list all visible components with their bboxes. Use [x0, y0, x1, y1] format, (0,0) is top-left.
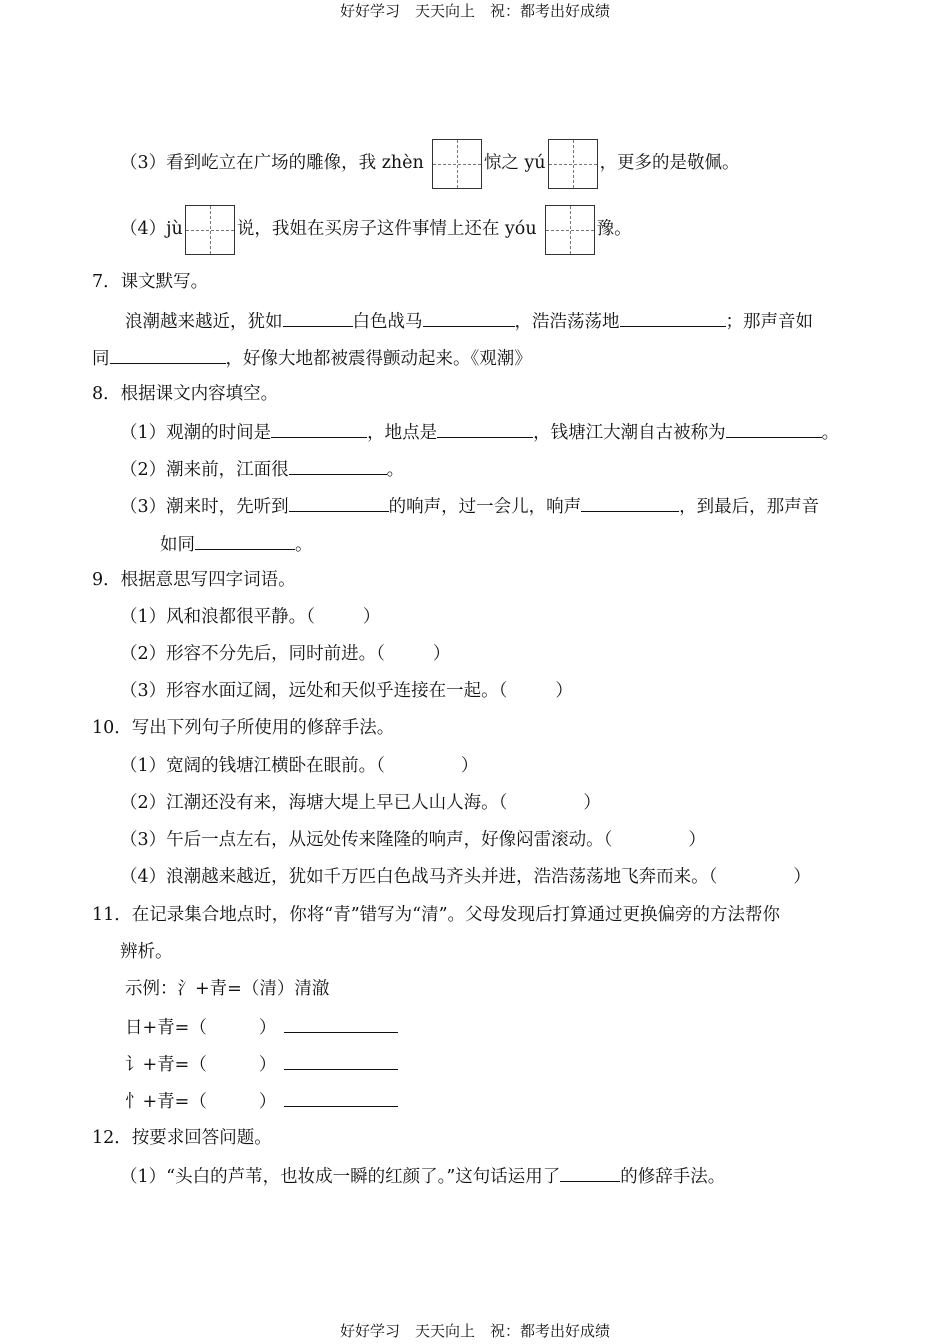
q10-text: （4）浪潮越来越近，犹如千万匹白色战马齐头并进，浩浩荡荡地飞奔而来。（	[120, 867, 718, 887]
q8-title: 8．根据课文内容填空。	[92, 384, 279, 404]
q11-close: ）	[258, 1092, 277, 1112]
answer-blank[interactable]	[620, 308, 726, 327]
q8-text: 。	[821, 423, 840, 443]
q6-item-3	[120, 137, 740, 189]
q8-item-2	[120, 456, 404, 482]
answer-blank[interactable]	[110, 345, 226, 364]
q7-text: 白色战马	[352, 312, 423, 332]
q10-close: ）	[793, 867, 811, 887]
q6-item4-text-b: 说，我姐在买房子这件事情上还在 yóu	[236, 219, 537, 239]
q6-item4-text-c: 豫。	[596, 219, 632, 239]
q8-item-3	[120, 493, 819, 519]
q11-row-1	[125, 1014, 398, 1040]
q7-line-2	[92, 345, 532, 371]
q9-item-3	[120, 679, 573, 703]
q7-text: ，好像大地都被震得颤动起来。《观潮》	[225, 349, 532, 369]
q8-text: 。	[295, 535, 313, 555]
q9-item-2	[120, 642, 450, 666]
q10-item-1	[120, 754, 478, 778]
q12-title: 12．按要求回答问题。	[92, 1128, 272, 1148]
tianzige-box[interactable]	[432, 139, 482, 189]
q6-item4-text-a: （4）jù	[120, 219, 183, 239]
q7-line-1	[125, 308, 813, 334]
q7-text: ；那声音如	[725, 312, 813, 332]
q11-close: ）	[258, 1018, 277, 1038]
q7-text: 浪潮越来越近，犹如	[125, 312, 283, 332]
q9-close: ）	[432, 644, 451, 664]
q10-close: ）	[460, 756, 479, 776]
q10-close: ）	[583, 793, 601, 813]
answer-blank[interactable]	[423, 308, 515, 327]
q11-example: 示例：氵+青=（清）清澈	[125, 979, 330, 999]
q10-text: （1）宽阔的钱塘江横卧在眼前。（	[120, 756, 385, 776]
q7-title: 7．课文默写。	[92, 272, 209, 292]
q9-item-1	[120, 605, 380, 629]
q6-item3-text-a: （3）看到屹立在广场的雕像，我 zhèn	[120, 153, 424, 173]
q8-text: 的响声，过一会儿，响声	[388, 497, 582, 517]
answer-blank[interactable]	[289, 493, 389, 512]
q8-item-3-cont	[160, 531, 313, 557]
answer-blank[interactable]	[195, 531, 295, 550]
answer-blank[interactable]	[283, 308, 353, 327]
q10-text: （2）江潮还没有来，海塘大堤上早已人山人海。（	[120, 793, 508, 813]
tianzige-box[interactable]	[185, 205, 235, 255]
q11-text: 日+青=（	[125, 1018, 207, 1038]
q8-text: ，到最后，那声音	[679, 497, 820, 517]
tianzige-box[interactable]	[545, 205, 595, 255]
answer-blank[interactable]	[726, 419, 822, 438]
q7-text: 同	[92, 349, 110, 369]
q11-text: 讠+青=（	[125, 1055, 207, 1075]
q11-text: 忄+青=（	[125, 1092, 207, 1112]
q9-title: 9．根据意思写四字词语。	[92, 570, 296, 590]
q9-text: （1）风和浪都很平静。（	[120, 607, 315, 627]
q9-text: （3）形容水面辽阔，远处和天似乎连接在一起。（	[120, 681, 508, 701]
q8-text: 如同	[160, 535, 195, 555]
q6-item-4	[120, 203, 632, 255]
q8-item-1	[120, 419, 839, 445]
q11-title-line-1: 11．在记录集合地点时，你将“青”错写为“清”。父母发现后打算通过更换偏旁的方法帮你	[92, 905, 781, 925]
q8-text: 。	[386, 460, 405, 480]
q12-item-1	[120, 1163, 725, 1189]
q6-item3-text-c: ，更多的是敬佩。	[599, 153, 740, 173]
q10-text: （3）午后一点左右，从远处传来隆隆的响声，好像闷雷滚动。（	[120, 830, 613, 850]
q7-text: ，浩浩荡荡地	[514, 312, 620, 332]
q11-title-line-2: 辨析。	[120, 942, 173, 962]
q6-item3-text-b: 惊之 yú	[483, 153, 546, 173]
page-footer: 好好学习 天天向上 祝：都考出好成绩	[339, 1322, 610, 1340]
q8-text: （3）潮来时，先听到	[120, 497, 289, 517]
answer-blank[interactable]	[284, 1014, 398, 1033]
answer-blank[interactable]	[560, 1163, 620, 1182]
answer-blank[interactable]	[581, 493, 679, 512]
q10-close: ）	[688, 830, 706, 850]
q10-item-4	[120, 865, 811, 889]
q8-text: ，钱塘江大潮自古被称为	[533, 423, 726, 443]
q11-close: ）	[258, 1055, 277, 1075]
q9-close: ）	[555, 681, 573, 701]
q11-row-2	[125, 1051, 398, 1077]
answer-blank[interactable]	[284, 1051, 398, 1070]
answer-blank[interactable]	[289, 456, 387, 475]
q11-row-3	[125, 1088, 398, 1114]
q9-close: ）	[362, 607, 381, 627]
page-header: 好好学习 天天向上 祝：都考出好成绩	[339, 2, 610, 20]
q8-text: （2）潮来前，江面很	[120, 460, 289, 480]
q10-item-3	[120, 828, 706, 852]
answer-blank[interactable]	[284, 1088, 398, 1107]
tianzige-box[interactable]	[548, 139, 598, 189]
answer-blank[interactable]	[437, 419, 533, 438]
q8-text: （1）观潮的时间是	[120, 423, 272, 443]
q9-text: （2）形容不分先后，同时前进。（	[120, 644, 385, 664]
q12-text: （1）“头白的芦苇，也妆成一瞬的红颜了。”这句话运用了	[120, 1167, 561, 1187]
q8-text: ，地点是	[367, 423, 438, 443]
q12-text: 的修辞手法。	[620, 1167, 726, 1187]
q10-title: 10．写出下列句子所使用的修辞手法。	[92, 718, 395, 738]
q10-item-2	[120, 791, 601, 815]
answer-blank[interactable]	[271, 419, 367, 438]
